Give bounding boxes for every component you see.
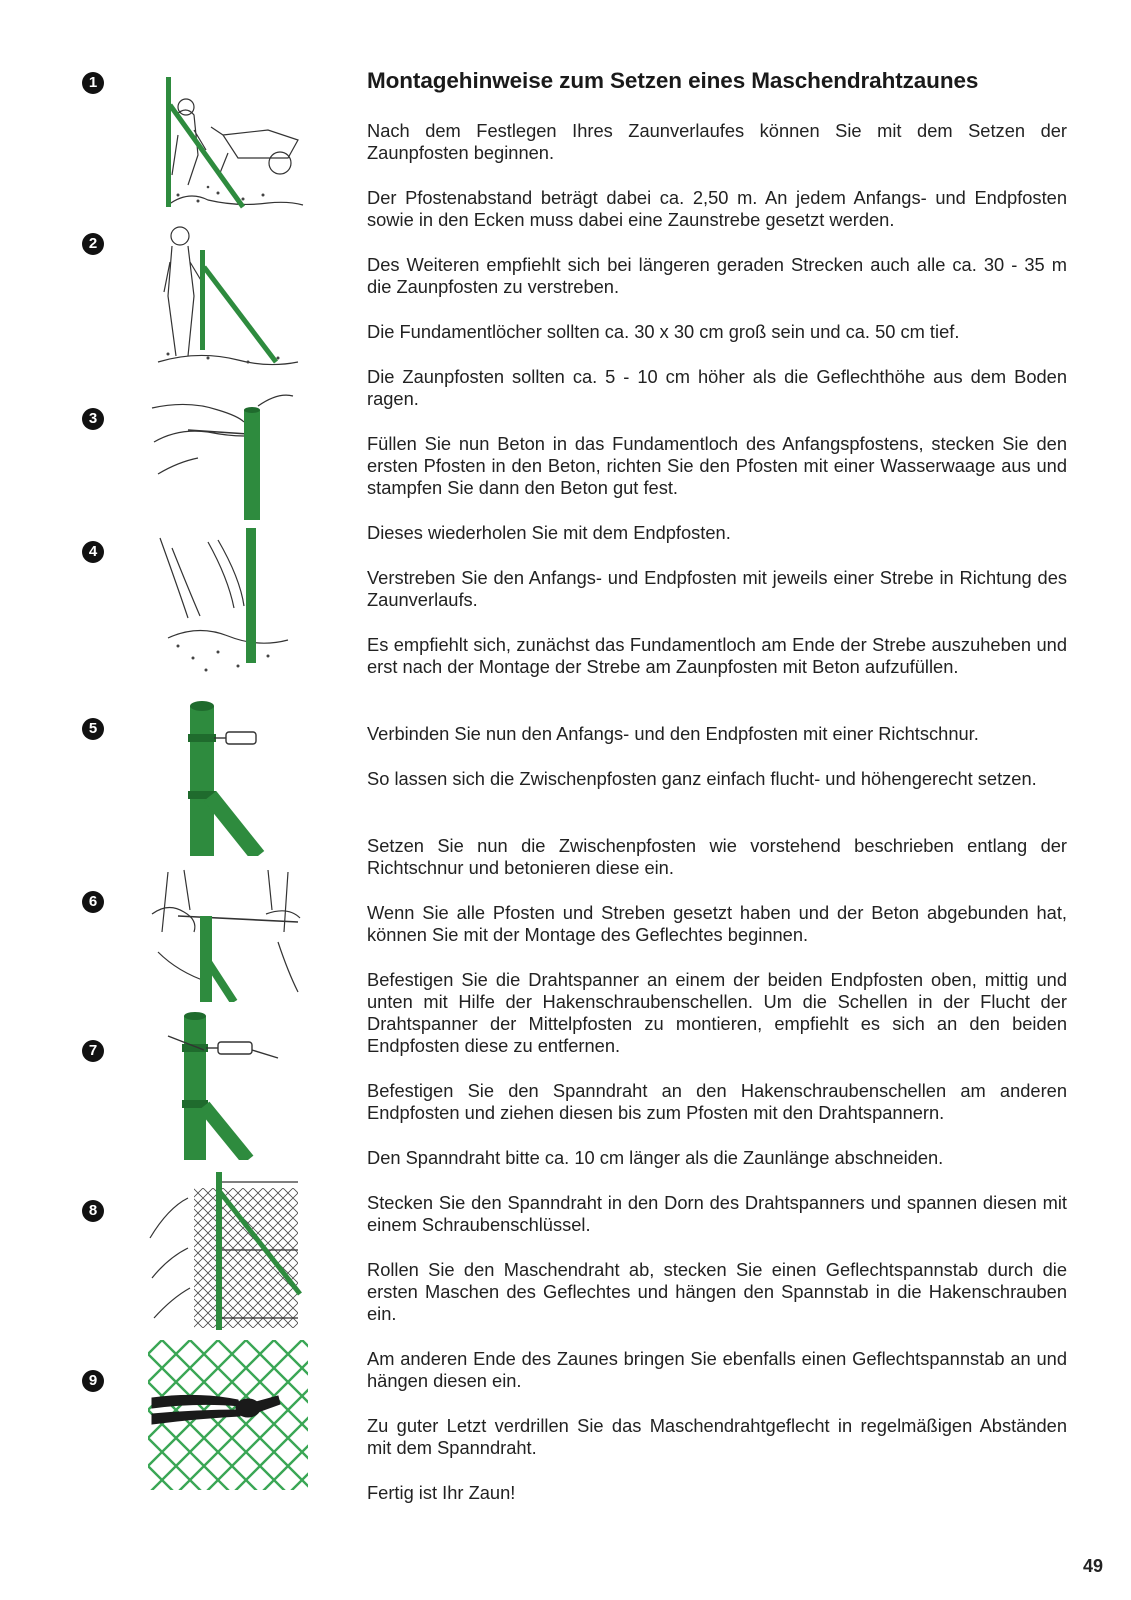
fence-brace (210, 796, 258, 856)
illustration-1 (148, 75, 308, 215)
page-title: Montagehinweise zum Setzen eines Maschendrahtzaunes (367, 68, 979, 93)
post-setting-illustration (148, 75, 308, 215)
instruction-paragraph: Dieses wiederholen Sie mit dem Endpfosten. (367, 522, 731, 543)
instruction-paragraph: Die Fundamentlöcher sollten ca. 30 x 30 cm groß sein und ca. 50 cm tief. (367, 321, 960, 342)
fence-post (166, 77, 171, 207)
step-number-2: 2 (82, 233, 104, 255)
cord-tying-illustration (148, 392, 308, 522)
instruction-paragraph: Stecken Sie den Spanndraht in den Dorn des Drahtspanners und spannen diesen mit einem Schraubenschlüssel. (367, 1192, 1067, 1235)
instruction-paragraph: Es empfiehlt sich, zunächst das Fundamentloch am Ende der Strebe auszuheben und erst nach der Montage der Strebe am Zaunpfosten mit Beton aufzufüllen. (367, 634, 1067, 677)
instruction-paragraph: Den Spanndraht bitte ca. 10 cm länger als die Zaunlänge abschneiden. (367, 1147, 944, 1168)
fence-post (200, 250, 205, 350)
instruction-paragraph: Zu guter Letzt verdrillen Sie das Maschendrahtgeflecht in regelmäßigen Abständen mit dem Spanndraht. (367, 1415, 1067, 1458)
illustration-4 (148, 528, 308, 688)
illustration-2 (148, 222, 308, 372)
instruction-paragraph: Die Zaunpfosten sollten ca. 5 - 10 cm höher als die Geflechthöhe aus dem Boden ragen. (367, 366, 1067, 409)
instruction-paragraph: Wenn Sie alle Pfosten und Streben gesetzt haben und der Beton abgebunden hat, können Sie mit der Montage des Geflechtes beginnen. (367, 902, 1067, 945)
illustration-7 (148, 1010, 308, 1160)
instruction-paragraph: Der Pfostenabstand beträgt dabei ca. 2,50 m. An jedem Anfangs- und Endpfosten sowie in den Ecken muss dabei eine Zaunstrebe gesetzt werden. (367, 187, 1067, 230)
illustration-9 (148, 1340, 308, 1490)
instruction-paragraph: So lassen sich die Zwischenpfosten ganz einfach flucht- und höhengerecht setzen. (367, 768, 1037, 789)
digging-illustration (148, 528, 308, 688)
page-number: 49 (1083, 1556, 1104, 1576)
step-number-6: 6 (82, 891, 104, 913)
instruction-paragraph: Des Weiteren empfiehlt sich bei längeren geraden Strecken auch alle ca. 30 - 35 m die Zaunpfosten zu verstreben. (367, 254, 1067, 297)
instruction-paragraph: Rollen Sie den Maschendraht ab, stecken Sie einen Geflechtspannstab durch die ersten Maschen des Geflechtes und hängen den Spannstab in die Hakenschrauben ein. (367, 1259, 1067, 1324)
pliers-mesh-illustration (148, 1340, 308, 1490)
instruction-paragraph: Befestigen Sie die Drahtspanner an einem der beiden Endpfosten oben, mittig und unten mit Hilfe der Hakenschraubenschellen. Um die Schellen in der Flucht der Drahtspanner der Mittelpfosten zu montieren, empfiehlt es sich an den beiden Endpfosten diese zu entfernen. (367, 969, 1067, 1056)
fence-brace (204, 267, 276, 362)
post-clamp-illustration (148, 696, 308, 856)
fence-post (246, 528, 256, 663)
step-number-4: 4 (82, 541, 104, 563)
fence-post (184, 1016, 206, 1160)
mesh-post-illustration (148, 1168, 308, 1333)
illustration-8 (148, 1168, 308, 1333)
instruction-paragraph: Am anderen Ende des Zaunes bringen Sie ebenfalls einen Geflechtspannstab an und hängen diesen ein. (367, 1348, 1067, 1391)
instruction-paragraph: Setzen Sie nun die Zwischenpfosten wie vorstehend beschrieben entlang der Richtschnur und betonieren diese ein. (367, 835, 1067, 878)
step-number-8: 8 (82, 1200, 104, 1222)
fence-brace (170, 105, 243, 207)
instructions-column (367, 120, 1067, 1527)
step-number-7: 7 (82, 1040, 104, 1062)
step-number-1: 1 (82, 72, 104, 94)
step-number-9: 9 (82, 1370, 104, 1392)
fence-post (190, 706, 214, 856)
instruction-paragraph: Verstreben Sie den Anfangs- und Endpfosten mit jeweils einer Strebe in Richtung des Zaunverlaufs. (367, 567, 1067, 610)
step-number-3: 3 (82, 408, 104, 430)
fence-post (200, 916, 212, 1002)
fence-brace (204, 1106, 248, 1160)
tension-wire-illustration (148, 862, 308, 1002)
step-number-5: 5 (82, 718, 104, 740)
instruction-paragraph: Nach dem Festlegen Ihres Zaunverlaufes können Sie mit dem Setzen der Zaunpfosten beginnen. (367, 120, 1067, 163)
instruction-paragraph: Fertig ist Ihr Zaun! (367, 1482, 516, 1503)
instruction-paragraph: Füllen Sie nun Beton in das Fundamentloch des Anfangspfostens, stecken Sie den ersten Pfosten in den Beton, richten Sie den Pfosten mit einer Wasserwaage aus und stampfen Sie dann den Beton gut fest. (367, 433, 1067, 498)
wire-tensioner-illustration (148, 1010, 308, 1160)
instruction-paragraph: Verbinden Sie nun den Anfangs- und den Endpfosten mit einer Richtschnur. (367, 723, 979, 744)
illustration-3 (148, 392, 308, 522)
instruction-paragraph: Befestigen Sie den Spanndraht an den Hakenschraubenschellen am anderen Endpfosten und ziehen diesen bis zum Pfosten mit den Drahtspannern. (367, 1080, 1067, 1123)
illustration-5 (148, 696, 308, 856)
worker-post-illustration (148, 222, 308, 372)
illustration-6 (148, 862, 308, 1002)
fence-post (244, 410, 260, 520)
